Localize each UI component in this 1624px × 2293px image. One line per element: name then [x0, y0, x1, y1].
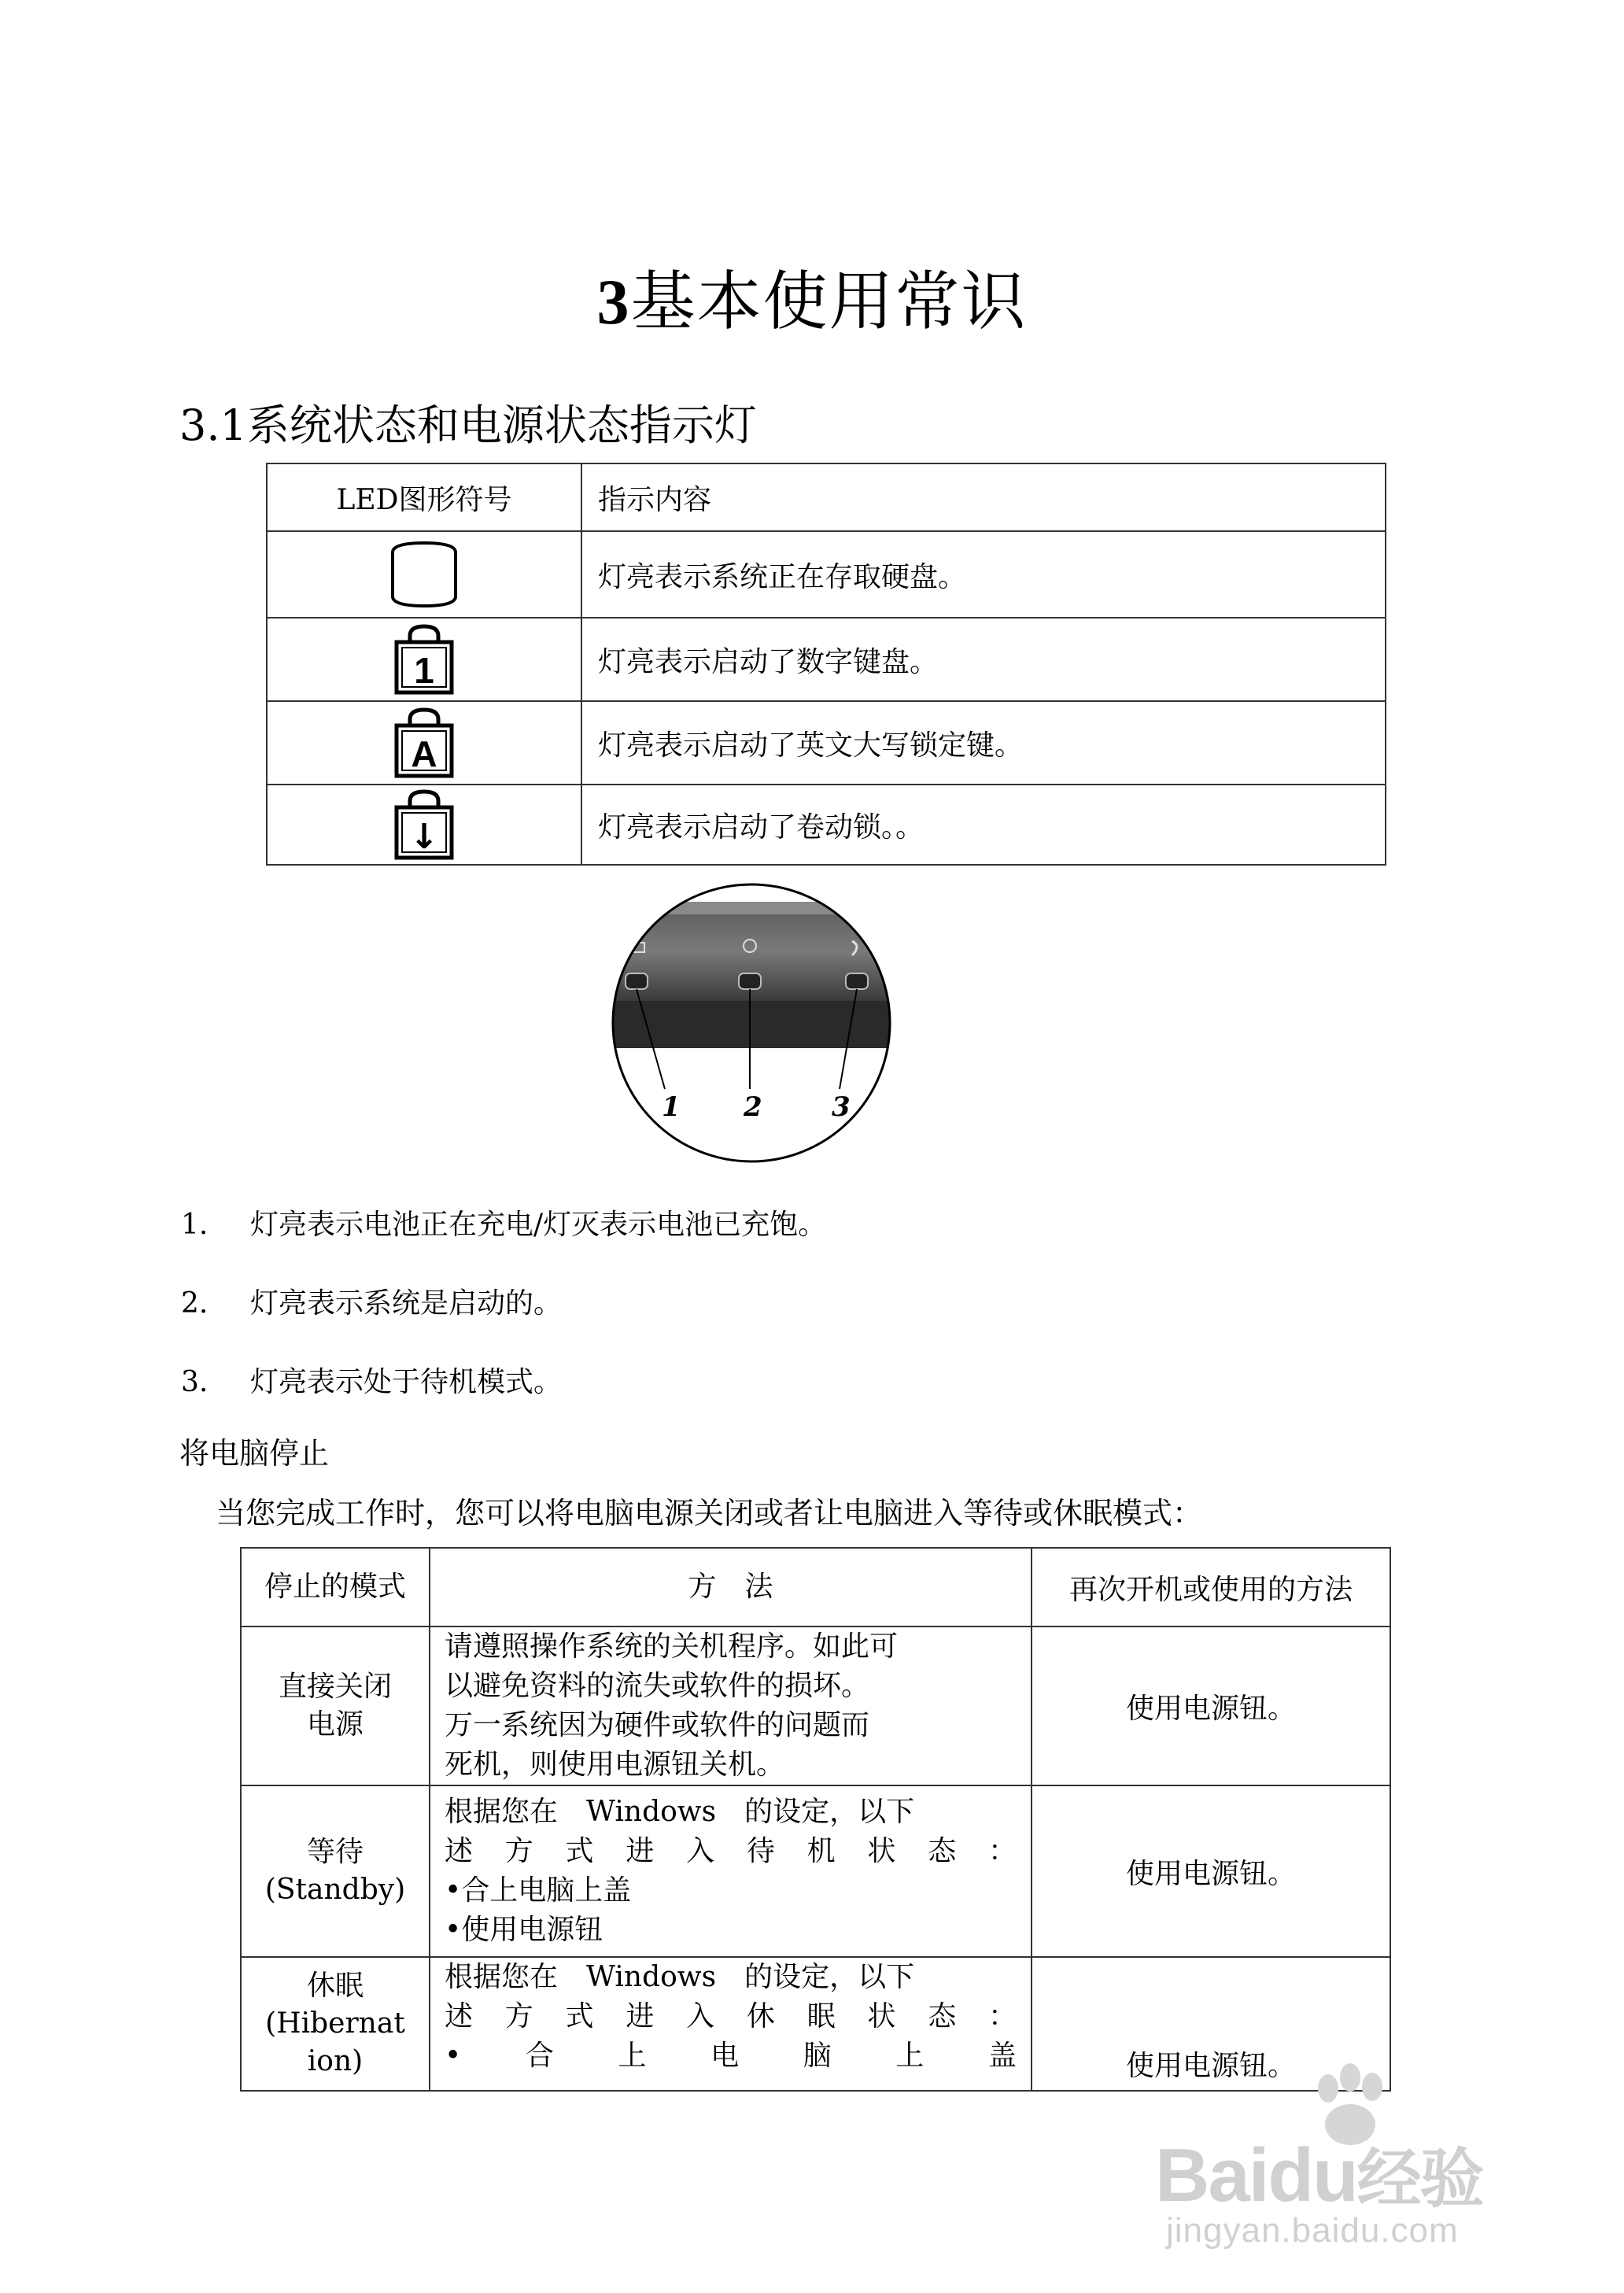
mode-name: 直接关闭 — [278, 1671, 392, 1703]
method-line: 以避免资料的流失或软件的损坏。 — [445, 1670, 870, 1702]
method-line: 死机，则使用电源钮关机。 — [445, 1748, 785, 1781]
header-mode: 停止的模式 — [241, 1548, 430, 1627]
header-resume: 再次开机或使用的方法 — [1032, 1548, 1390, 1627]
baidu-watermark — [1155, 2062, 1596, 2251]
photo-label-2: 2 — [744, 1091, 762, 1123]
photo-label-3: 3 — [832, 1091, 851, 1123]
scroll-lock-icon — [393, 788, 456, 861]
led-description: 灯亮表示启动了卷动锁。。 — [581, 785, 1386, 865]
resume-method: 使用电源钮。 — [1032, 1627, 1390, 1785]
resume-method: 使用电源钮。 — [1032, 1957, 1390, 2091]
method-line: • 合 上 电 脑 上 盖 — [445, 2040, 1017, 2072]
led-symbol-table — [266, 463, 1386, 866]
table-row — [241, 1627, 1390, 1785]
table-header-row — [267, 463, 1386, 531]
table-row — [241, 1785, 1390, 1957]
caps-lock-icon — [393, 707, 456, 779]
method-line: 根据您在 Windows 的设定，以下 — [445, 1796, 915, 1828]
mode-name: (Standby) — [264, 1874, 406, 1906]
method-line: 请遵照操作系统的关机程序。如此可 — [445, 1630, 899, 1663]
svg-text:A: A — [411, 733, 437, 774]
table-row — [267, 701, 1386, 785]
stop-intro: 当您完成工作时，您可以将电脑电源关闭或者让电脑进入等待或休眠模式： — [216, 1496, 1203, 1531]
table-header-row — [241, 1548, 1390, 1627]
header-led-symbol: LED图形符号 — [267, 463, 581, 531]
list-item: 2. 灯亮表示系统是启动的。 — [181, 1287, 563, 1320]
watermark-brand: 经验 — [1356, 2142, 1483, 2217]
page-title: 3基本使用常识 — [596, 264, 1028, 339]
section-heading: 3.1系统状态和电源状态指示灯 — [179, 401, 757, 450]
list-item: 1. 灯亮表示电池正在充电/灯灭表示电池已充饱。 — [181, 1209, 827, 1241]
method-line: •使用电源钮 — [445, 1914, 603, 1946]
resume-method: 使用电源钮。 — [1032, 1785, 1390, 1957]
mode-name: 休眠 — [306, 1970, 364, 2002]
mode-name: ion) — [307, 2045, 364, 2077]
hard-disk-icon — [388, 538, 460, 611]
svg-text:1: 1 — [414, 650, 434, 691]
mode-name: 电源 — [306, 1708, 364, 1741]
num-lock-icon — [393, 623, 456, 696]
led-indicator-photo — [602, 883, 901, 1174]
method-line: 述方式进入休眠状态： — [445, 2000, 1017, 2033]
method-line: 述方式进入待机状态： — [445, 1835, 1017, 1867]
method-line: 根据您在 Windows 的设定，以下 — [445, 1961, 915, 1993]
watermark-brand: du — [1268, 2133, 1357, 2217]
stop-mode-table — [240, 1547, 1391, 2092]
svg-text:↓: ↓ — [409, 817, 439, 857]
table-row — [267, 785, 1386, 865]
led-description: 灯亮表示系统正在存取硬盘。 — [581, 531, 1386, 618]
header-indication: 指示内容 — [581, 463, 1386, 531]
watermark-url: jingyan.baidu.com — [1166, 2211, 1459, 2250]
table-row — [267, 618, 1386, 701]
photo-label-1: 1 — [662, 1091, 681, 1123]
header-method: 方 法 — [430, 1548, 1032, 1627]
mode-name: 等待 — [306, 1836, 364, 1868]
method-line: •合上电脑上盖 — [445, 1874, 632, 1907]
list-item: 3. 灯亮表示处于待机模式。 — [181, 1366, 563, 1398]
table-row — [267, 531, 1386, 618]
watermark-brand: Bai — [1155, 2133, 1268, 2217]
led-description: 灯亮表示启动了英文大写锁定键。 — [581, 701, 1386, 785]
mode-name: (Hibernat — [265, 2007, 405, 2040]
led-description: 灯亮表示启动了数字键盘。 — [581, 618, 1386, 701]
stop-heading: 将电脑停止 — [179, 1436, 330, 1471]
method-line: 万一系统因为硬件或软件的问题而 — [445, 1709, 870, 1741]
